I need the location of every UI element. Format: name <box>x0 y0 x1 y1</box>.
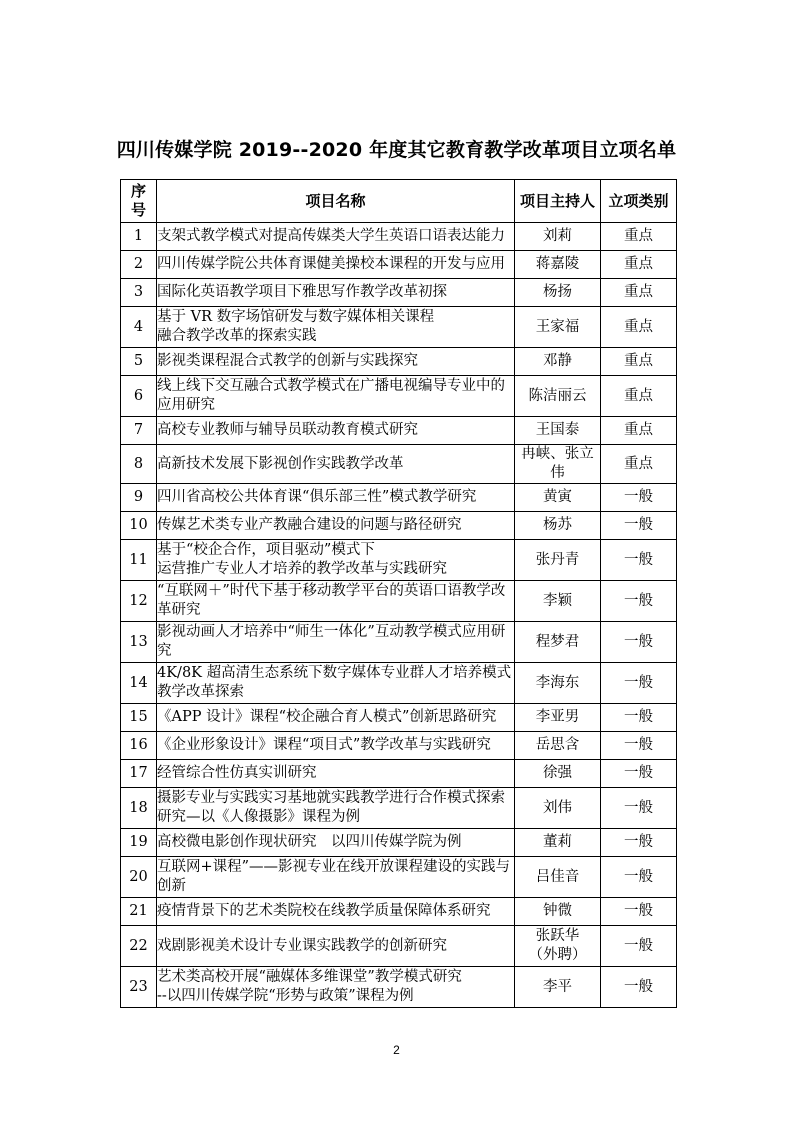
table-row <box>121 663 677 704</box>
row-number: 19 <box>121 829 157 857</box>
document-title: 四川传媒学院 2019--2020 年度其它教育教学改革项目立项名单 <box>116 139 677 161</box>
row-number: 6 <box>121 376 157 417</box>
project-category: 一般 <box>601 760 677 788</box>
project-name: 四川传媒学院公共体育课健美操校本课程的开发与应用 <box>157 251 515 279</box>
project-leader: 李平 <box>515 967 601 1008</box>
project-name: 支架式教学模式对提高传媒类大学生英语口语表达能力 <box>157 223 515 251</box>
project-name: 高新技术发展下影视创作实践教学改革 <box>157 445 515 484</box>
project-leader: 李颖 <box>515 581 601 622</box>
project-category: 一般 <box>601 898 677 926</box>
table-row <box>121 622 677 663</box>
project-name: 高校微电影创作现状研究 以四川传媒学院为例 <box>157 829 515 857</box>
project-name: 《企业形象设计》课程“项目式”教学改革与实践研究 <box>157 732 515 760</box>
project-name: 传媒艺术类专业产教融合建设的问题与路径研究 <box>157 512 515 540</box>
project-leader: 钟微 <box>515 898 601 926</box>
project-category: 重点 <box>601 445 677 484</box>
project-category: 重点 <box>601 417 677 445</box>
header-category: 立项类别 <box>601 180 677 223</box>
project-leader: 徐强 <box>515 760 601 788</box>
table-row <box>121 581 677 622</box>
project-name: 疫情背景下的艺术类院校在线教学质量保障体系研究 <box>157 898 515 926</box>
project-leader: 陈洁丽云 <box>515 376 601 417</box>
table-row <box>121 223 677 251</box>
row-number: 14 <box>121 663 157 704</box>
header-no: 序号 <box>121 180 157 223</box>
project-category: 重点 <box>601 251 677 279</box>
project-leader: 刘莉 <box>515 223 601 251</box>
table-header-row <box>121 180 677 223</box>
row-number: 16 <box>121 732 157 760</box>
row-number: 13 <box>121 622 157 663</box>
project-category: 一般 <box>601 484 677 512</box>
project-leader: 黄寅 <box>515 484 601 512</box>
project-category: 一般 <box>601 732 677 760</box>
project-name: 高校专业教师与辅导员联动教育模式研究 <box>157 417 515 445</box>
row-number: 11 <box>121 540 157 581</box>
table-row <box>121 732 677 760</box>
table-row <box>121 967 677 1008</box>
table-row <box>121 251 677 279</box>
project-name: 四川省高校公共体育课“俱乐部三性”模式教学研究 <box>157 484 515 512</box>
project-category: 一般 <box>601 829 677 857</box>
row-number: 15 <box>121 704 157 732</box>
row-number: 9 <box>121 484 157 512</box>
table-row <box>121 417 677 445</box>
project-leader: 李海东 <box>515 663 601 704</box>
table-row <box>121 788 677 829</box>
table-row <box>121 760 677 788</box>
project-leader: 董莉 <box>515 829 601 857</box>
project-category: 一般 <box>601 581 677 622</box>
table-row <box>121 926 677 967</box>
header-name: 项目名称 <box>157 180 515 223</box>
project-category: 一般 <box>601 788 677 829</box>
project-category: 一般 <box>601 512 677 540</box>
project-name: 经管综合性仿真实训研究 <box>157 760 515 788</box>
project-leader: 王国泰 <box>515 417 601 445</box>
table-row <box>121 348 677 376</box>
project-leader: 吕佳音 <box>515 857 601 898</box>
project-category: 一般 <box>601 857 677 898</box>
row-number: 12 <box>121 581 157 622</box>
project-name: 4K/8K 超高清生态系统下数字媒体专业群人才培养模式教学改革探索 <box>157 663 515 704</box>
project-name: 线上线下交互融合式教学模式在广播电视编导专业中的应用研究 <box>157 376 515 417</box>
project-list-table <box>120 179 677 1008</box>
project-category: 重点 <box>601 307 677 348</box>
project-category: 一般 <box>601 967 677 1008</box>
row-number: 3 <box>121 279 157 307</box>
table-row <box>121 376 677 417</box>
row-number: 10 <box>121 512 157 540</box>
row-number: 4 <box>121 307 157 348</box>
row-number: 20 <box>121 857 157 898</box>
project-name: 戏剧影视美术设计专业课实践教学的创新研究 <box>157 926 515 967</box>
row-number: 1 <box>121 223 157 251</box>
table-row <box>121 704 677 732</box>
project-name: 基于“校企合作，项目驱动”模式下 运营推广专业人才培养的教学改革与实践研究 <box>157 540 515 581</box>
project-leader: 刘伟 <box>515 788 601 829</box>
project-category: 重点 <box>601 223 677 251</box>
row-number: 17 <box>121 760 157 788</box>
project-leader: 杨扬 <box>515 279 601 307</box>
page-number: 2 <box>393 1043 400 1057</box>
project-name: 互联网+课程”——影视专业在线开放课程建设的实践与创新 <box>157 857 515 898</box>
project-name: 《APP 设计》课程“校企融合育人模式”创新思路研究 <box>157 704 515 732</box>
row-number: 5 <box>121 348 157 376</box>
project-leader: 李亚男 <box>515 704 601 732</box>
project-name: 影视类课程混合式教学的创新与实践探究 <box>157 348 515 376</box>
project-category: 重点 <box>601 279 677 307</box>
row-number: 7 <box>121 417 157 445</box>
project-name: 国际化英语教学项目下雅思写作教学改革初探 <box>157 279 515 307</box>
project-leader: 杨苏 <box>515 512 601 540</box>
project-category: 一般 <box>601 622 677 663</box>
table-row <box>121 307 677 348</box>
row-number: 8 <box>121 445 157 484</box>
row-number: 22 <box>121 926 157 967</box>
table-row <box>121 829 677 857</box>
table-row <box>121 445 677 484</box>
project-name: 基于 VR 数字场馆研发与数字媒体相关课程 融合教学改革的探索实践 <box>157 307 515 348</box>
project-leader: 蒋嘉陵 <box>515 251 601 279</box>
project-leader: 张丹青 <box>515 540 601 581</box>
project-leader: 王家福 <box>515 307 601 348</box>
project-leader: 岳思含 <box>515 732 601 760</box>
project-name: 摄影专业与实践实习基地就实践教学进行合作模式探索研究—以《人像摄影》课程为例 <box>157 788 515 829</box>
table-row <box>121 279 677 307</box>
project-category: 一般 <box>601 926 677 967</box>
row-number: 18 <box>121 788 157 829</box>
row-number: 23 <box>121 967 157 1008</box>
project-name: “互联网＋”时代下基于移动教学平台的英语口语教学改革研究 <box>157 581 515 622</box>
table-row <box>121 512 677 540</box>
header-leader: 项目主持人 <box>515 180 601 223</box>
table-row <box>121 484 677 512</box>
project-name: 影视动画人才培养中“师生一体化”互动教学模式应用研究 <box>157 622 515 663</box>
project-leader: 程梦君 <box>515 622 601 663</box>
row-number: 2 <box>121 251 157 279</box>
project-category: 重点 <box>601 348 677 376</box>
project-category: 一般 <box>601 540 677 581</box>
project-category: 一般 <box>601 704 677 732</box>
table-body <box>121 223 677 1008</box>
project-leader: 冉峡、张立伟 <box>515 445 601 484</box>
table-row <box>121 898 677 926</box>
row-number: 21 <box>121 898 157 926</box>
table-row <box>121 857 677 898</box>
project-category: 重点 <box>601 376 677 417</box>
project-leader: 张跃华 （外聘） <box>515 926 601 967</box>
project-name: 艺术类高校开展“融媒体多维课堂”教学模式研究 --以四川传媒学院“形势与政策”课程为例 <box>157 967 515 1008</box>
project-leader: 邓静 <box>515 348 601 376</box>
table-row <box>121 540 677 581</box>
project-category: 一般 <box>601 663 677 704</box>
